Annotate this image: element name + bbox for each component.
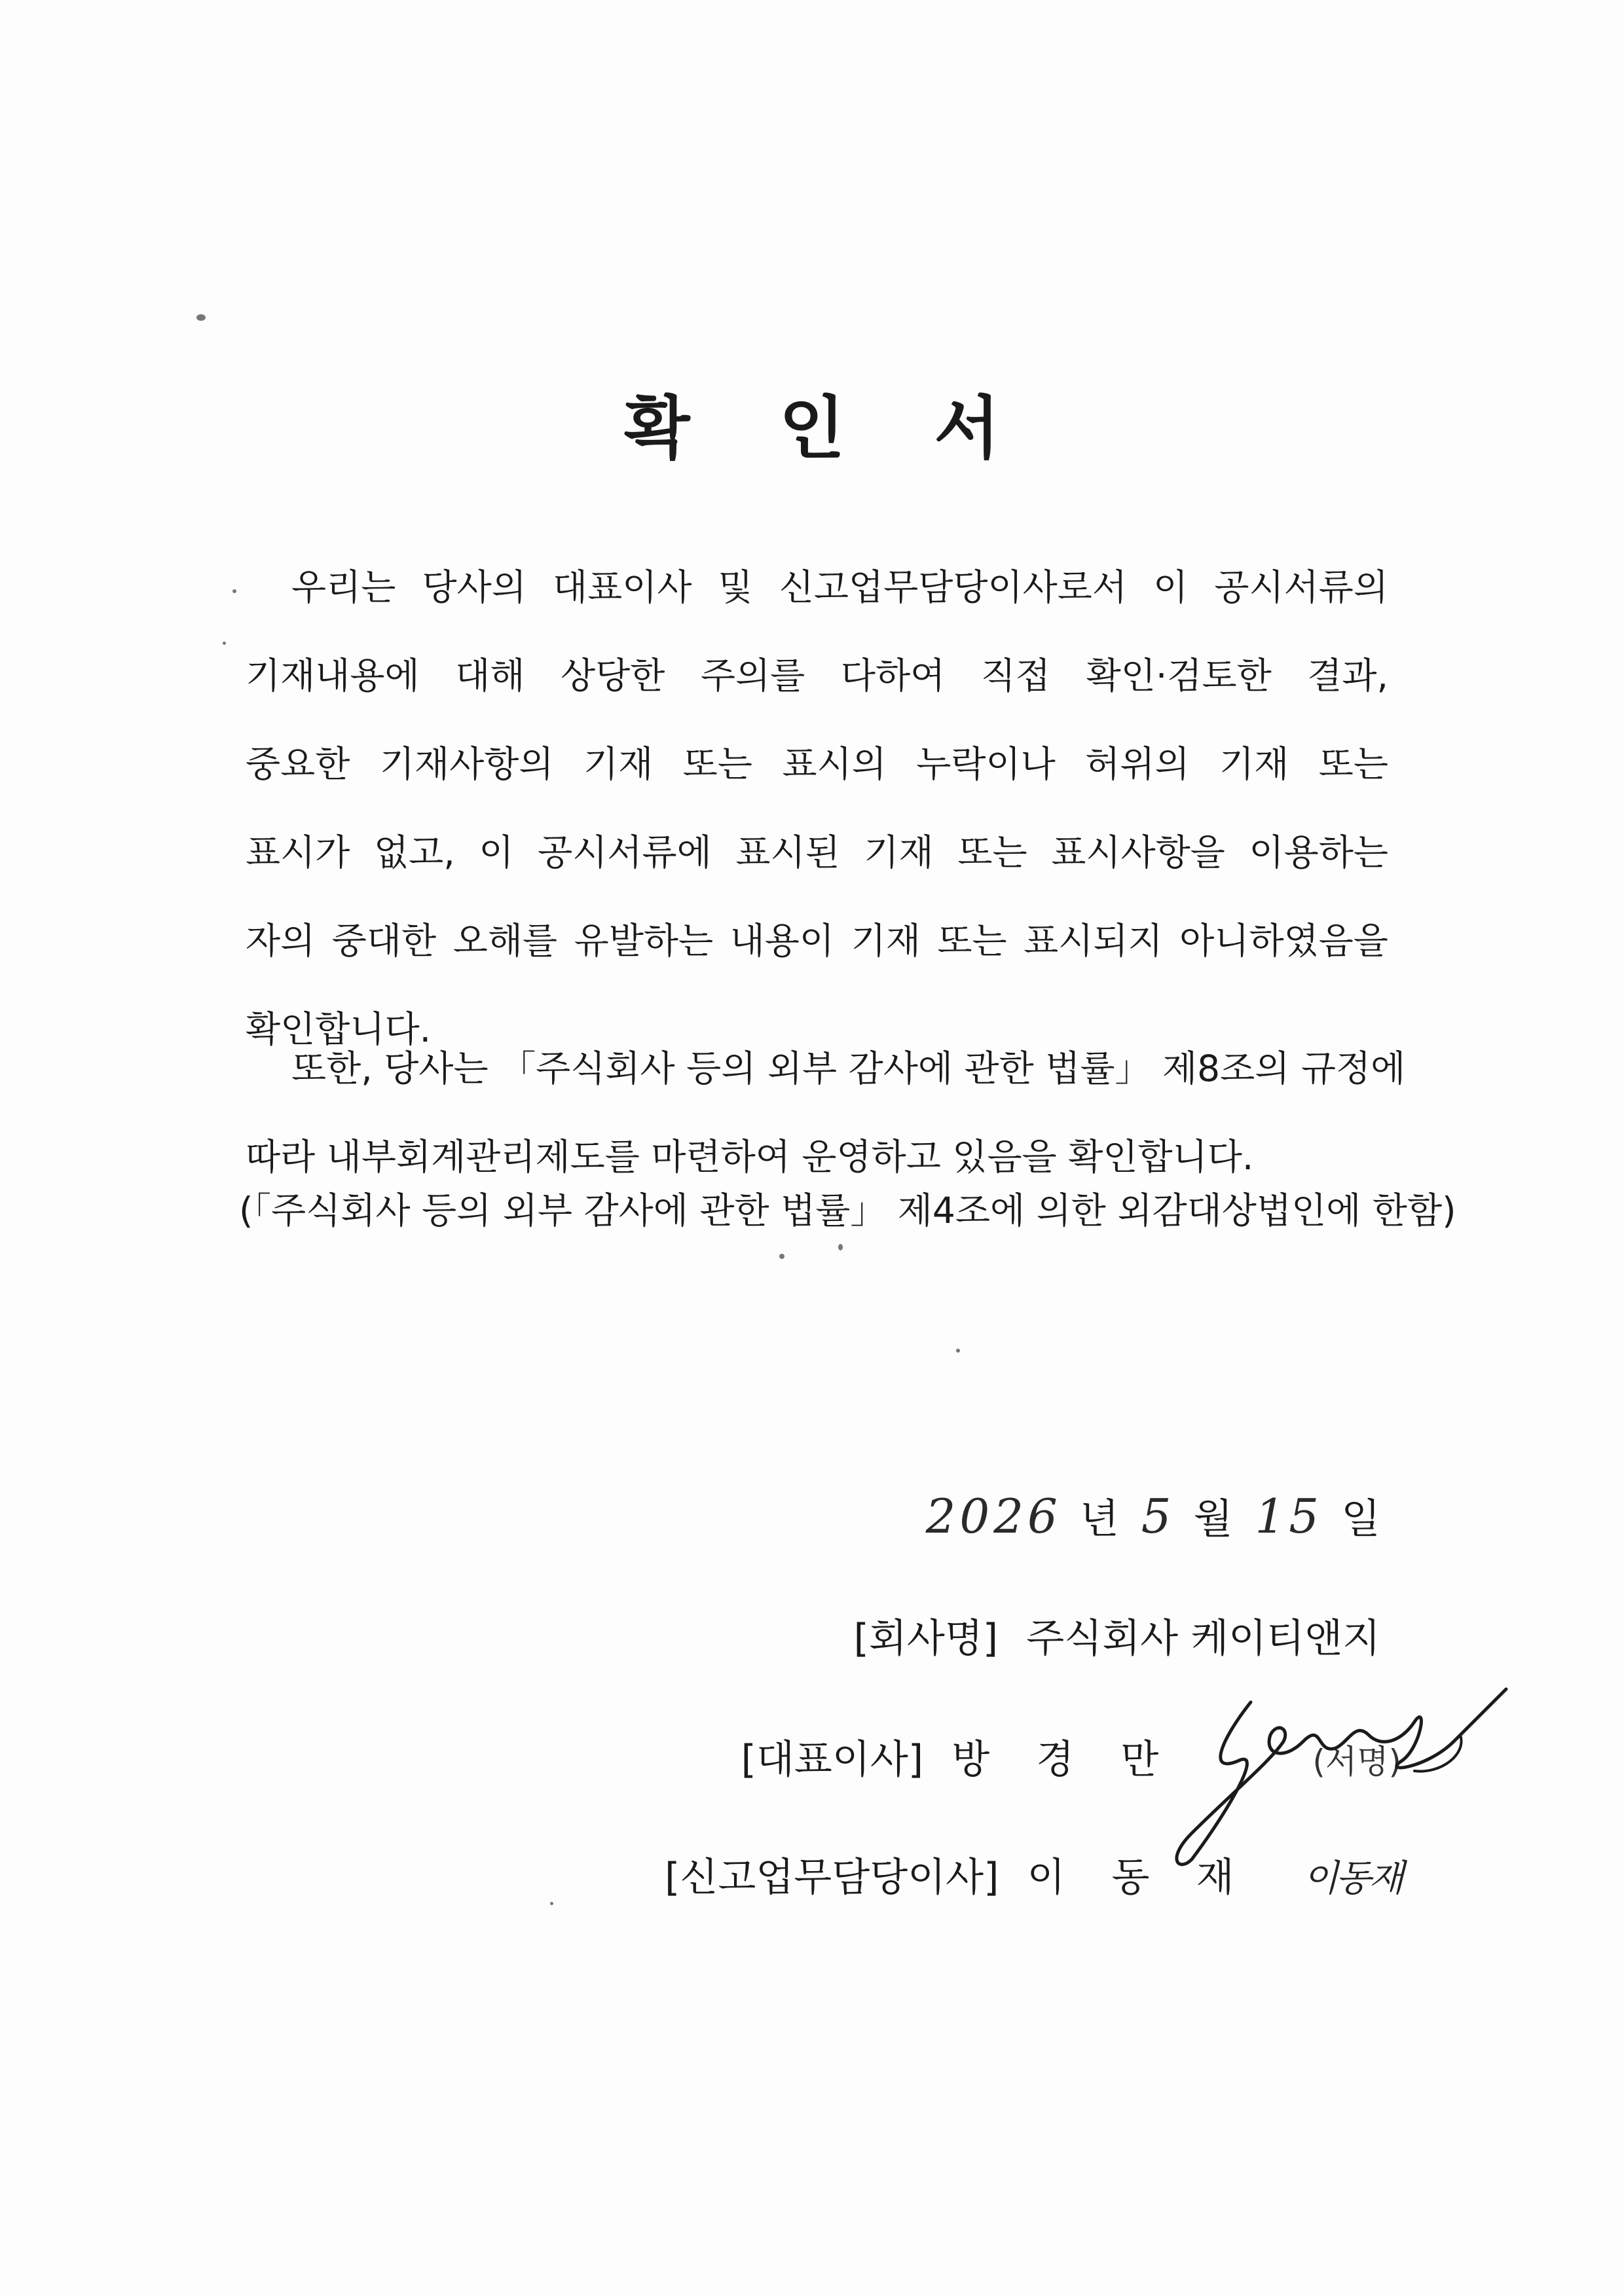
date-year: 2026 [925,1489,1061,1544]
paragraph-line: 자의 중대한 오해를 유발하는 내용이 기재 또는 표시되지 아니하였음을 [246,920,1388,962]
company-line [854,1607,1381,1664]
scan-speck [232,589,236,593]
officer-name: 이 동 재 [1027,1855,1251,1901]
officer-signature: 이동재 [1302,1857,1401,1900]
ceo-seal-note: (서명) [1312,1743,1401,1781]
scan-speck [779,1254,784,1259]
date-line [926,1486,1380,1544]
date-month-unit: 월 [1193,1495,1233,1542]
scan-speck [838,1244,843,1250]
date-day: 15 [1255,1489,1323,1544]
date-year-unit: 년 [1079,1495,1119,1542]
document-title: 확 인 서 [624,388,1033,468]
paragraph-line: 확인합니다. [246,1008,432,1050]
date-day-unit: 일 [1341,1495,1380,1542]
paragraph-line: 또한, 당사는 「주식회사 등의 외부 감사에 관한 법률」 제8조의 규정에 [291,1048,1406,1089]
scan-speck [956,1349,960,1353]
date-month: 5 [1141,1489,1175,1544]
scope-note: (「주식회사 등의 외부 감사에 관한 법률」 제4조에 의한 외감대상법인에 한함) [239,1190,1456,1231]
paragraph-line: 따라 내부회계관리제도를 마련하여 운영하고 있음을 확인합니다. [246,1136,1254,1178]
paragraph-line: 중요한 기재사항의 기재 또는 표시의 누락이나 허위의 기재 또는 [246,743,1388,785]
ceo-name: 방 경 만 [951,1737,1176,1783]
scan-speck [223,642,226,645]
scan-speck [550,1902,553,1905]
company-label: [회사명] [853,1616,999,1662]
officer-label: [신고업무담당이사] [665,1855,999,1901]
paragraph-line: 우리는 당사의 대표이사 및 신고업무담당이사로서 이 공시서류의 [291,566,1388,608]
paragraph-line: 기재내용에 대해 상당한 주의를 다하여 직접 확인·검토한 결과, [246,655,1388,697]
confirmation-paragraph [246,543,1388,1074]
company-name: 주식회사 케이티앤지 [1026,1616,1380,1662]
ceo-label: [대표이사] [741,1737,924,1783]
ceo-signature-icon [1153,1663,1519,1872]
scan-speck [196,314,206,321]
paragraph-line: 표시가 없고, 이 공시서류에 표시된 기재 또는 표시사항을 이용하는 [246,831,1388,873]
